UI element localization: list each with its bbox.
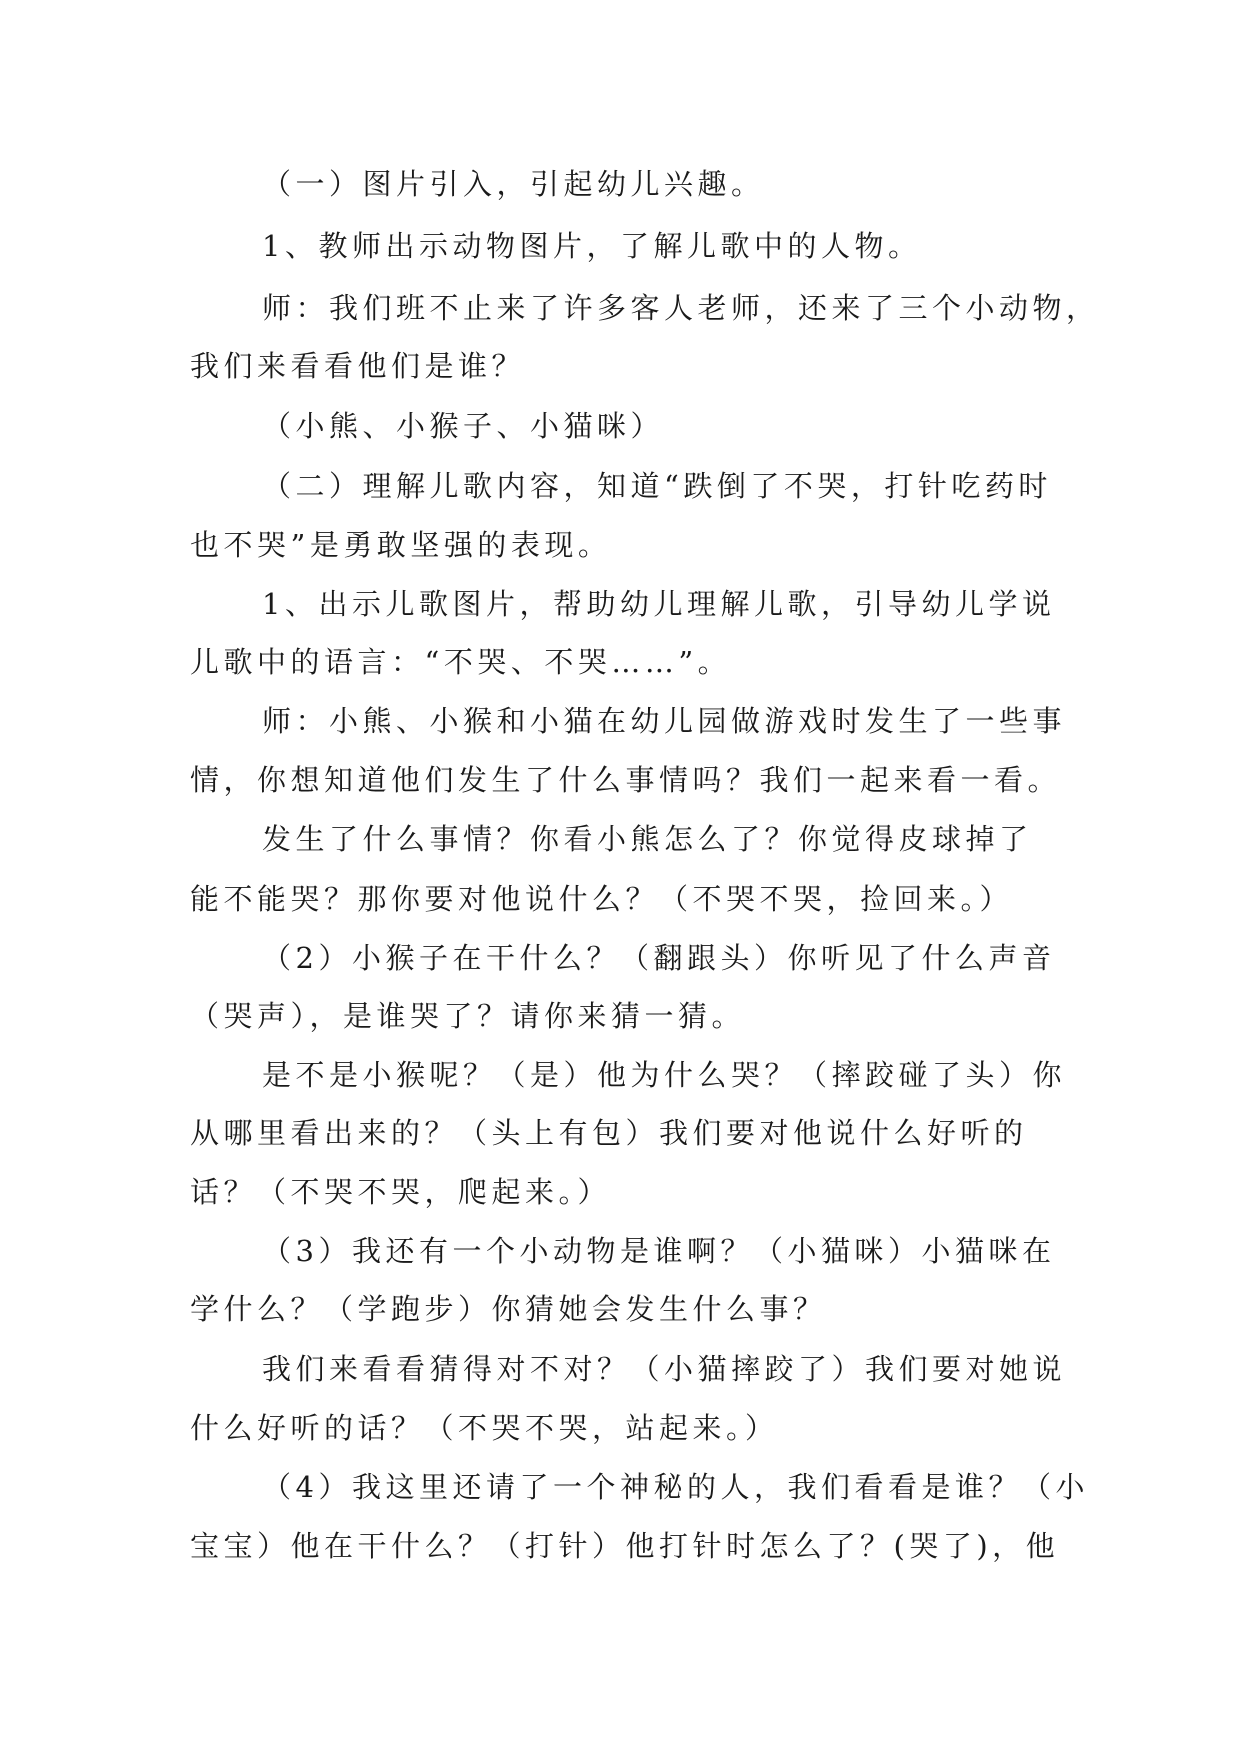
paragraph-line: （小熊、小猴子、小猫咪） <box>262 409 665 443</box>
section-heading-1: （一）图片引入，引起幼儿兴趣。 <box>262 167 765 201</box>
paragraph-line: 学什么？（学跑步）你猜她会发生什么事？ <box>190 1292 827 1326</box>
paragraph-line: 师：小熊、小猴和小猫在幼儿园做游戏时发生了一些事 <box>262 704 1067 738</box>
paragraph-line: （4）我这里还请了一个神秘的人，我们看看是谁？（小 <box>262 1470 1089 1504</box>
paragraph-line: 什么好听的话？（不哭不哭，站起来。） <box>190 1411 779 1445</box>
paragraph-line: 1、教师出示动物图片，了解儿歌中的人物。 <box>262 229 922 263</box>
paragraph-line: 师：我们班不止来了许多客人老师，还来了三个小动物， <box>262 291 1100 325</box>
paragraph-line: （哭声），是谁哭了？请你来猜一猜。 <box>190 999 746 1033</box>
paragraph-line: 我们来看看他们是谁？ <box>190 349 526 383</box>
section-heading-2: （二）理解儿歌内容，知道“跌倒了不哭，打针吃药时 <box>262 469 1052 503</box>
paragraph-line: 是不是小猴呢？（是）他为什么哭？（摔跤碰了头）你 <box>262 1058 1067 1092</box>
paragraph-line: 话？（不哭不哭，爬起来。） <box>190 1175 612 1209</box>
paragraph-line: 情，你想知道他们发生了什么事情吗？我们一起来看一看。 <box>190 763 1062 797</box>
paragraph-line: （2）小猴子在干什么？（翻跟头）你听见了什么声音 <box>262 941 1056 975</box>
paragraph-line: 我们来看看猜得对不对？（小猫摔跤了）我们要对她说 <box>262 1352 1067 1386</box>
paragraph-line: （3）我还有一个小动物是谁啊？（小猫咪）小猫咪在 <box>262 1234 1056 1268</box>
paragraph-line: 从哪里看出来的？（头上有包）我们要对他说什么好听的 <box>190 1116 1028 1150</box>
paragraph-line: 儿歌中的语言：“不哭、不哭……”。 <box>190 645 732 679</box>
paragraph-line: 也不哭”是勇敢坚强的表现。 <box>190 528 612 562</box>
paragraph-line: 1、出示儿歌图片，帮助幼儿理解儿歌，引导幼儿学说 <box>262 587 1056 621</box>
paragraph-line: 能不能哭？那你要对他说什么？（不哭不哭，捡回来。） <box>190 882 1014 916</box>
paragraph-line: 发生了什么事情？你看小熊怎么了？你觉得皮球掉了 <box>262 822 1033 856</box>
paragraph-line: 宝宝）他在干什么？（打针）他打针时怎么了？(哭了)，他 <box>190 1529 1060 1563</box>
